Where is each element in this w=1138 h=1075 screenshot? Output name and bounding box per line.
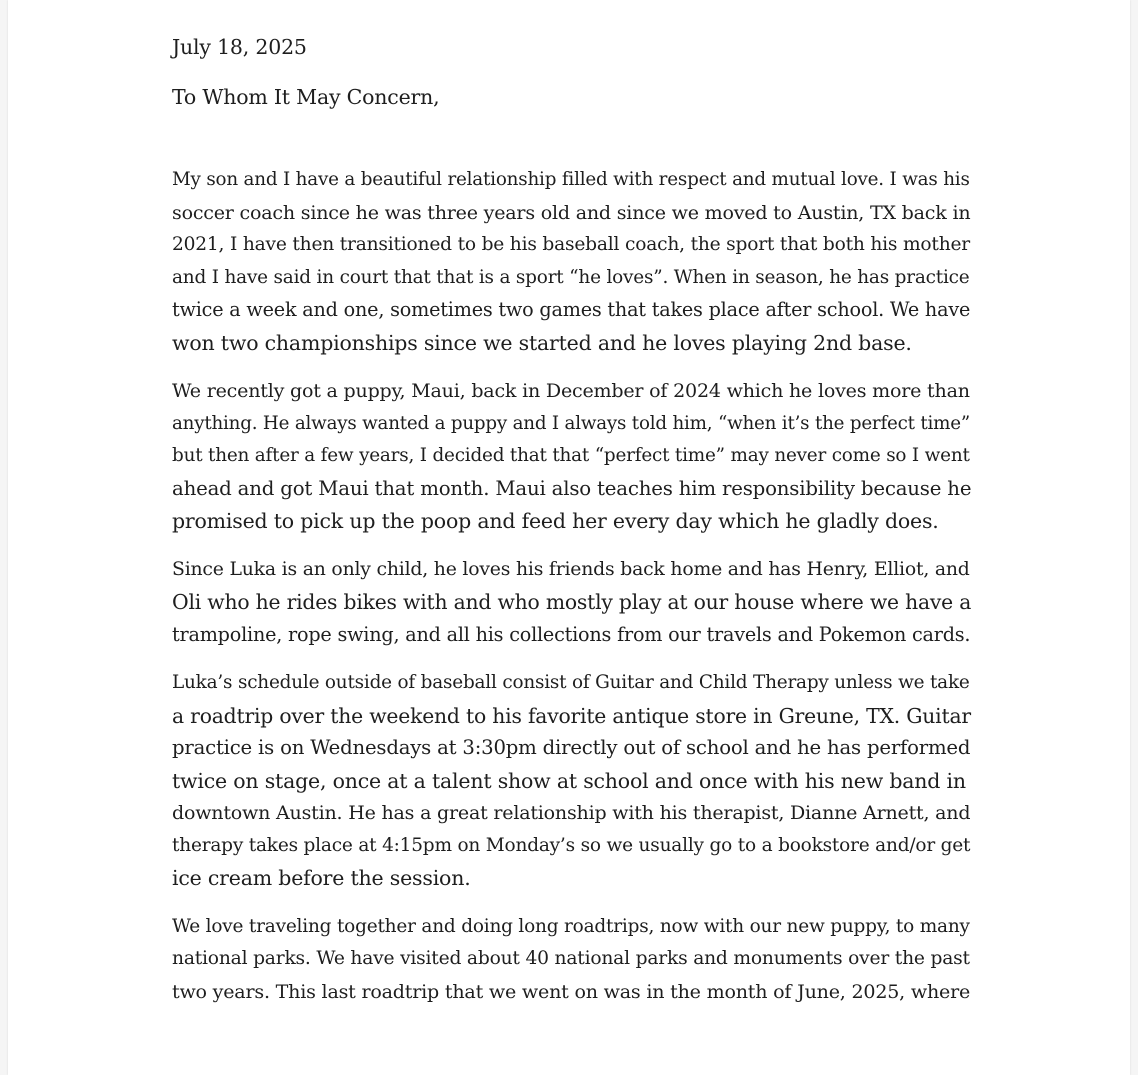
document-page: [8, 0, 1130, 1075]
paragraph-friends: [172, 554, 972, 652]
letter-salutation: To Whom It May Concern,: [172, 85, 440, 109]
text-line: anything. He always wanted a puppy and I always told him, “when it’s the perfect time”: [172, 412, 970, 434]
text-line: ice cream before the session.: [172, 866, 471, 890]
text-line: therapy takes place at 4:15pm on Monday’s so we usually go to a bookstore and/or get: [172, 834, 971, 856]
text-line: My son and I have a beautiful relationship filled with respect and mutual love. I was his: [172, 169, 970, 190]
text-line: twice on stage, once at a talent show at school and once with his new band in: [172, 768, 966, 793]
text-line: a roadtrip over the weekend to his favorite antique store in Greune, TX. Guitar: [172, 703, 971, 728]
paragraph-relationship: [172, 164, 972, 359]
text-line: won two championships since we started and he loves playing 2nd base.: [172, 330, 912, 355]
text-line: twice a week and one, sometimes two games that takes place after school. We have: [172, 298, 971, 321]
letter-body: [172, 31, 972, 1024]
text-line: Oli who he rides bikes with and who mostly play at our house where we have a: [172, 590, 972, 614]
text-line: trampoline, rope swing, and all his collections from our travels and Pokemon cards.: [172, 622, 971, 646]
text-line: soccer coach since he was three years old and since we moved to Austin, TX back in: [172, 201, 971, 224]
text-line: 2021, I have then transitioned to be his baseball coach, the sport that both his mother: [172, 234, 970, 255]
text-line: ahead and got Maui that month. Maui also teaches him responsibility because he: [172, 476, 972, 500]
text-line: promised to pick up the poop and feed her every day which he gladly does.: [172, 509, 939, 533]
text-line: two years. This last roadtrip that we went on was in the month of June, 2025, where: [172, 980, 971, 1003]
text-line: but then after a few years, I decided that that “perfect time” may never come so I went: [172, 445, 970, 466]
letter-date: July 18, 2025: [172, 35, 307, 59]
text-line: Luka’s schedule outside of baseball consist of Guitar and Child Therapy unless we take: [172, 672, 970, 693]
text-line: Since Luka is an only child, he loves his friends back home and has Henry, Elliot, and: [172, 558, 970, 580]
paragraph-puppy: [172, 375, 972, 538]
text-line: We recently got a puppy, Maui, back in December of 2024 which he loves more than: [172, 380, 970, 402]
letter-paragraphs: [172, 164, 972, 1008]
paragraph-travel: [172, 911, 972, 1009]
text-line: practice is on Wednesdays at 3:30pm directly out of school and he has performed: [172, 736, 971, 759]
paragraph-schedule: [172, 667, 972, 895]
text-line: downtown Austin. He has a great relationship with his therapist, Dianne Arnett, and: [172, 802, 971, 824]
text-line: We love traveling together and doing long roadtrips, now with our new puppy, to many: [172, 915, 970, 937]
text-line: national parks. We have visited about 40 national parks and monuments over the past: [172, 948, 970, 969]
text-line: and I have said in court that that is a sport “he loves”. When in season, he has practice: [172, 266, 970, 288]
